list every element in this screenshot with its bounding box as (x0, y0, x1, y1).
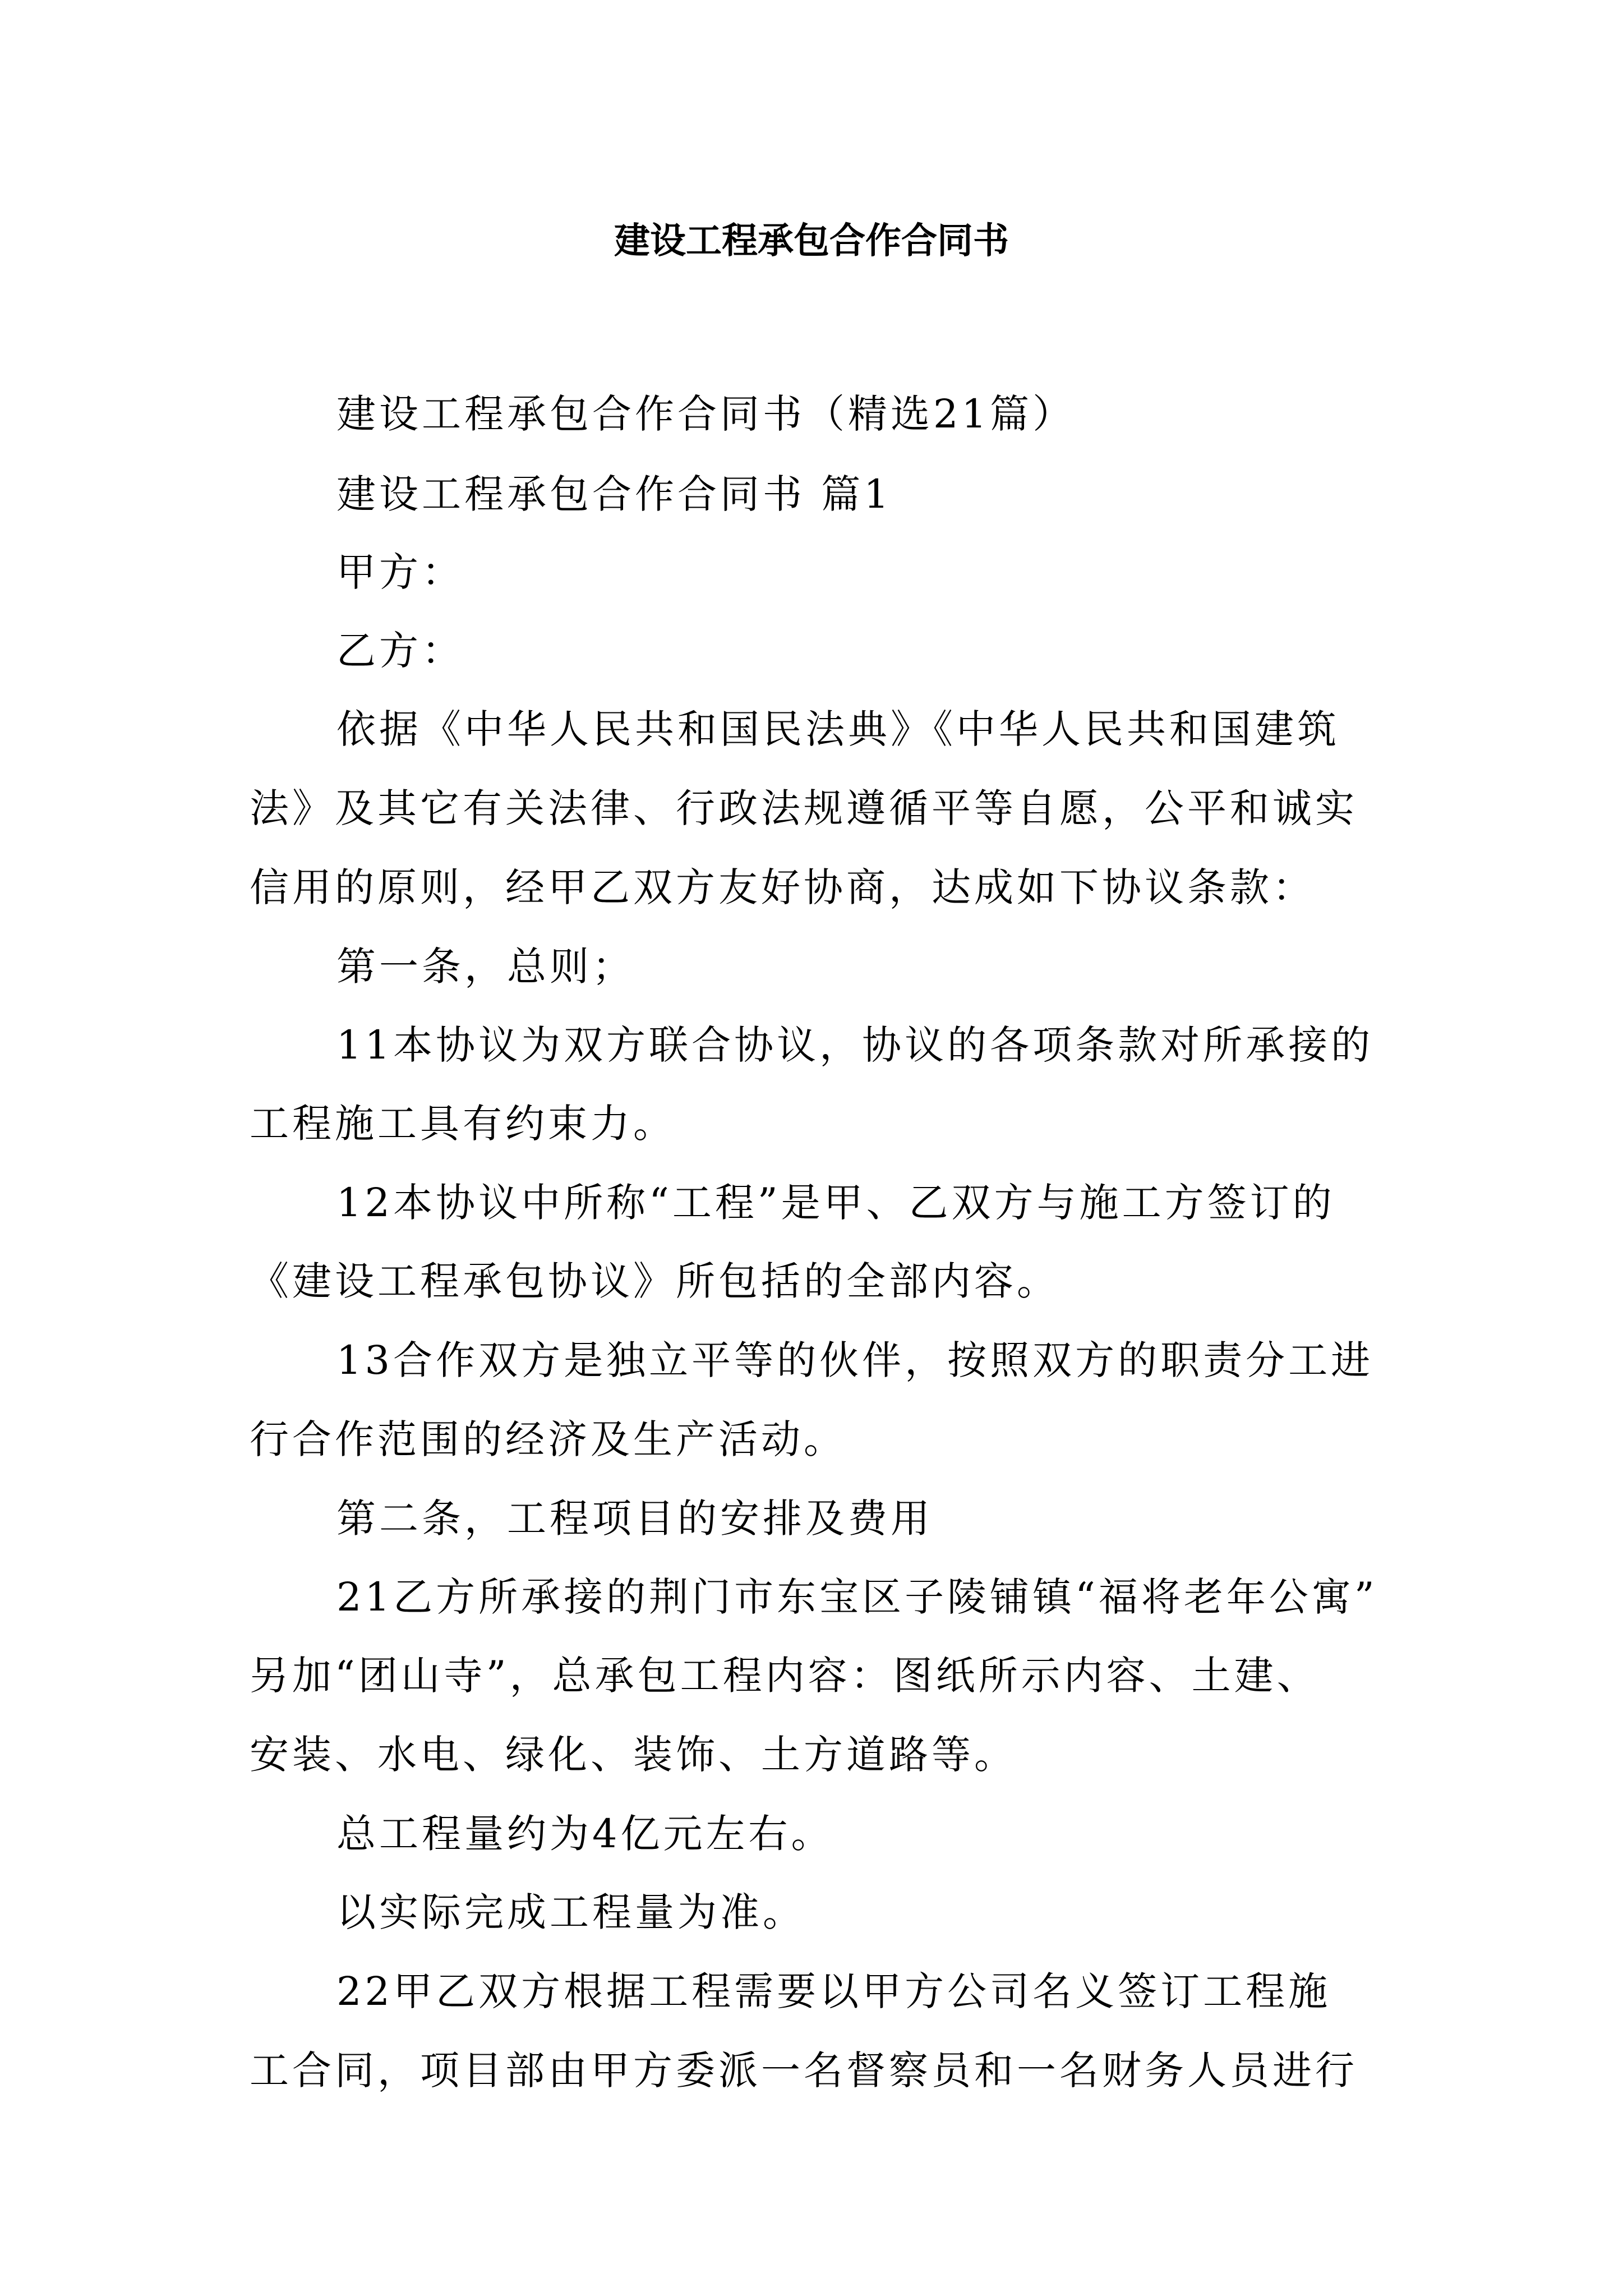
paragraph-line: 工合同，项目部由甲方委派一名督察员和一名财务人员进行 (250, 2047, 1358, 2093)
paragraph-line: 另加“团山寺”，总承包工程内容：图纸所示内容、土建、 (250, 1653, 1320, 1699)
paragraph-line: 21乙方所承接的荆门市东宝区子陵铺镇“福将老年公寓” (336, 1574, 1378, 1620)
paragraph-line: 总工程量约为4亿元左右。 (336, 1811, 834, 1857)
document-title: 建设工程承包合作合同书 (614, 220, 1009, 262)
article-heading: 第一条，总则； (336, 944, 635, 990)
paragraph-line: 13合作双方是独立平等的伙伴，按照双方的职责分工进 (336, 1337, 1374, 1383)
paragraph-line: 11本协议为双方联合协议，协议的各项条款对所承接的 (336, 1022, 1374, 1068)
paragraph-line: 以实际完成工程量为准。 (336, 1889, 805, 1935)
paragraph-line: 依据《中华人民共和国民法典》《中华人民共和国建筑 (336, 706, 1340, 752)
subtitle-line: 建设工程承包合作合同书（精选21篇） (336, 391, 1076, 437)
paragraph-line: 信用的原则，经甲乙双方友好协商，达成如下协议条款： (250, 864, 1315, 910)
party-b-label: 乙方： (336, 628, 464, 674)
paragraph-line: 法》及其它有关法律、行政法规遵循平等自愿，公平和诚实 (250, 785, 1358, 831)
paragraph-line: 工程施工具有约束力。 (250, 1101, 676, 1147)
paragraph-line: 行合作范围的经济及生产活动。 (250, 1416, 846, 1462)
paragraph-line: 安装、水电、绿化、装饰、土方道路等。 (250, 1732, 1017, 1778)
section-heading: 建设工程承包合作合同书 篇1 (336, 471, 892, 517)
paragraph-line: 《建设工程承包协议》所包括的全部内容。 (250, 1258, 1059, 1304)
party-a-label: 甲方： (336, 549, 464, 595)
paragraph-line: 22甲乙双方根据工程需要以甲方公司名义签订工程施 (336, 1968, 1331, 2014)
article-heading: 第二条，工程项目的安排及费用 (336, 1496, 933, 1542)
paragraph-line: 12本协议中所称“工程”是甲、乙双方与施工方签订的 (336, 1180, 1335, 1226)
